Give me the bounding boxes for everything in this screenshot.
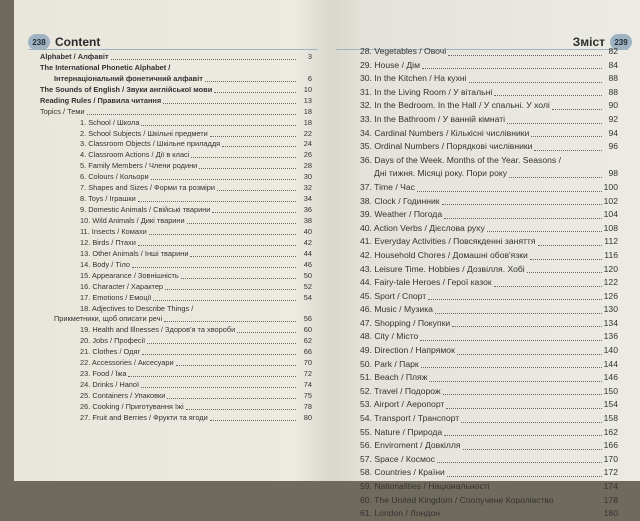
dot-leader <box>212 212 296 213</box>
toc-entry <box>40 380 312 391</box>
toc-entry <box>40 85 312 96</box>
toc-entry-title: 7. Shapes and Sizes / Форми та розміри <box>80 183 216 193</box>
toc-entry-page: 46 <box>303 259 312 269</box>
toc-entry-title: 21. Clothes / Одяг <box>80 347 141 357</box>
toc-entry <box>360 263 618 277</box>
toc-entry-title: Reading Rules / Правила читання <box>40 95 162 105</box>
toc-entry-title: 11. Insects / Комахи <box>80 226 147 236</box>
dot-leader <box>443 394 602 395</box>
toc-entry-title: 1. School / Школа <box>80 117 140 127</box>
dot-leader <box>429 381 601 382</box>
dot-leader <box>111 59 296 60</box>
toc-entry <box>360 59 618 73</box>
toc-entry-title: 5. Family Members / Члени родини <box>80 161 198 171</box>
dot-leader <box>149 234 296 235</box>
toc-entry <box>40 249 312 260</box>
toc-entry <box>40 402 312 413</box>
toc-entry-page: 100 <box>603 181 618 192</box>
toc-entry <box>360 208 618 222</box>
toc-entry-page: 80 <box>303 412 312 422</box>
toc-entry-title: Alphabet / Алфавіт <box>40 51 109 61</box>
dot-leader <box>142 354 296 355</box>
dot-leader <box>527 272 602 273</box>
toc-entry-page: 22 <box>303 128 312 138</box>
toc-entry <box>360 72 618 86</box>
toc-entry-page: 40 <box>303 226 312 236</box>
toc-entry-page: 172 <box>603 467 618 478</box>
toc-entry-page: 150 <box>603 385 618 396</box>
dot-leader <box>222 146 296 147</box>
toc-entry <box>360 276 618 290</box>
toc-entry-page: 120 <box>603 263 618 274</box>
toc-entry-title: 13. Other Animals / Інші тварини <box>80 248 189 258</box>
toc-entry <box>40 96 312 107</box>
dot-leader <box>463 449 602 450</box>
toc-entry <box>40 216 312 227</box>
toc-entry-page: 13 <box>303 95 312 105</box>
dot-leader <box>446 408 601 409</box>
toc-entry-title: 46. Music / Музика <box>360 304 433 315</box>
page-number: 238 <box>28 34 50 50</box>
toc-entry-page: 3 <box>307 51 312 61</box>
toc-entry-page: 74 <box>303 380 312 390</box>
toc-entry-title: Дні тижня. Місяці року. Пори року <box>374 168 508 179</box>
toc-entry <box>40 315 312 326</box>
dot-leader <box>534 150 602 151</box>
dot-leader <box>237 332 296 333</box>
toc-entry-title: 18. Adjectives to Describe Things / <box>80 303 194 313</box>
toc-entry-page: 50 <box>303 270 312 280</box>
dot-leader <box>153 300 296 301</box>
toc-entry-page: 180 <box>603 508 618 519</box>
toc-entry <box>360 358 618 372</box>
toc-entry-title: 29. House / Дім <box>360 59 420 70</box>
toc-entry-title: 24. Drinks / Напої <box>80 380 140 390</box>
toc-entry-title: 40. Action Verbs / Дієслова руху <box>360 222 485 233</box>
dot-leader <box>417 191 602 192</box>
toc-entry-title: 4. Classroom Actions / Дії в класі <box>80 150 190 160</box>
toc-entry-page: 146 <box>603 372 618 383</box>
toc-entry <box>360 385 618 399</box>
dot-leader <box>452 326 602 327</box>
toc-entry <box>360 344 618 358</box>
toc-entry-title: 6. Colours / Кольори <box>80 172 149 182</box>
toc-entry-title: The International Phonetic Alphabet / <box>40 62 171 72</box>
toc-entry-page: 90 <box>608 100 618 111</box>
toc-entry <box>360 195 618 209</box>
dot-leader <box>538 245 602 246</box>
toc-entry-title: 27. Fruit and Berries / Фрукти та ягоди <box>80 412 208 422</box>
dot-leader <box>457 354 602 355</box>
dot-leader <box>448 55 602 56</box>
toc-entry <box>360 466 618 480</box>
toc-entry-page: 174 <box>603 481 618 491</box>
toc-entry <box>360 154 618 168</box>
dot-leader <box>187 223 296 224</box>
dot-leader <box>138 245 296 246</box>
toc-list <box>40 52 312 424</box>
toc-entry <box>360 167 618 181</box>
toc-entry <box>360 330 618 344</box>
toc-entry-page: 84 <box>608 59 618 70</box>
toc-entry-title: 51. Beach / Пляж <box>360 372 428 383</box>
toc-entry-title: 32. In the Bedroom. In the Hall / У спальні. У холі <box>360 100 550 111</box>
dot-leader <box>421 367 602 368</box>
dot-leader <box>147 343 296 344</box>
toc-entry-title: 25. Containers / Упаковки <box>80 391 166 401</box>
toc-entry-page: 144 <box>603 358 618 369</box>
dot-leader <box>494 95 602 96</box>
toc-entry-page: 88 <box>608 73 618 84</box>
toc-entry-title: 15. Appearance / Зовнішність <box>80 270 179 280</box>
toc-entry-page: 134 <box>603 317 618 328</box>
toc-entry-page: 112 <box>604 236 618 247</box>
toc-entry <box>40 172 312 183</box>
toc-entry-page: 98 <box>608 168 618 179</box>
toc-entry-page: 18 <box>303 106 312 116</box>
dot-leader <box>163 103 296 104</box>
dot-leader <box>138 201 296 202</box>
toc-entry-page: 28 <box>303 161 312 171</box>
dot-leader <box>128 376 296 377</box>
toc-entry-page: 24 <box>303 139 312 149</box>
toc-entry-title: 23. Food / Їжа <box>80 369 127 379</box>
toc-entry <box>40 183 312 194</box>
toc-entry-title: 41. Everyday Activities / Повсякденні заняття <box>360 236 536 247</box>
toc-entry-page: 102 <box>603 195 618 206</box>
dot-leader <box>507 123 602 124</box>
toc-entry-page: 6 <box>307 73 312 83</box>
toc-entry <box>40 238 312 249</box>
toc-entry <box>40 194 312 205</box>
dot-leader <box>492 490 602 491</box>
toc-entry-page: 154 <box>603 399 618 410</box>
toc-entry-title: 58. Countries / Країни <box>360 467 445 478</box>
dot-leader <box>210 136 296 137</box>
toc-entry-title: 42. Household Chores / Домашні обов'язки <box>360 249 528 260</box>
toc-entry <box>40 413 312 424</box>
dot-leader <box>437 462 602 463</box>
toc-entry <box>360 507 618 521</box>
toc-entry-page: 52 <box>303 281 312 291</box>
toc-entry-title: 28. Vegetables / Овочі <box>360 46 447 56</box>
toc-entry-title: 17. Emotions / Емоції <box>80 292 152 302</box>
dot-leader <box>217 190 296 191</box>
toc-entry-title: 16. Character / Характер <box>80 281 164 291</box>
dot-leader <box>151 179 296 180</box>
toc-entry-page: 18 <box>303 117 312 127</box>
toc-entry <box>360 181 618 195</box>
dot-leader <box>469 82 602 83</box>
toc-entry-page: 162 <box>603 426 618 437</box>
toc-entry-title: 47. Shopping / Покупки <box>360 317 451 328</box>
toc-entry <box>40 107 312 118</box>
toc-entry-title: 59. Nationalities / Національності <box>360 481 490 491</box>
toc-entry <box>360 412 618 426</box>
toc-entry <box>360 371 618 385</box>
toc-entry-title: 30. In the Kitchen / На кухні <box>360 73 467 84</box>
toc-entry-title: 37. Time / Час <box>360 181 415 192</box>
left-page-header <box>28 34 105 50</box>
toc-entry <box>360 45 618 59</box>
toc-entry-page: 136 <box>603 331 618 342</box>
toc-entry <box>40 260 312 271</box>
dot-leader <box>190 256 296 257</box>
toc-entry <box>40 205 312 216</box>
toc-entry-page: 30 <box>303 172 312 182</box>
toc-entry-page: 34 <box>303 194 312 204</box>
dot-leader <box>461 422 602 423</box>
toc-entry <box>40 63 312 74</box>
page-number: 239 <box>610 34 632 50</box>
toc-entry-title: 49. Direction / Напрямок <box>360 345 455 356</box>
toc-entry-title: 19. Health and Illnesses / Здоров'я та хвороби <box>80 325 236 335</box>
toc-entry-title: 53. Airport / Аеропорт <box>360 399 445 410</box>
dot-leader <box>442 204 602 205</box>
dot-leader <box>447 476 602 477</box>
toc-entry <box>360 290 618 304</box>
toc-entry-title: 61. London / Лондон <box>360 508 440 519</box>
toc-entry-title: Topics / Теми <box>40 106 85 116</box>
toc-entry-title: 20. Jobs / Професії <box>80 336 146 346</box>
dot-leader <box>186 409 296 410</box>
dot-leader <box>428 299 601 300</box>
toc-entry-title: 45. Sport / Спорт <box>360 290 427 301</box>
toc-entry-title: 35. Ordinal Numbers / Порядкові числівники <box>360 141 533 152</box>
dot-leader <box>141 387 296 388</box>
toc-entry <box>40 358 312 369</box>
toc-entry <box>40 304 312 315</box>
toc-entry-page: 104 <box>603 209 618 220</box>
toc-entry <box>360 86 618 100</box>
dot-leader <box>87 114 296 115</box>
toc-entry-page: 66 <box>303 347 312 357</box>
toc-entry <box>40 369 312 380</box>
toc-entry-title: 31. In the Living Room / У вітальні <box>360 86 493 97</box>
toc-entry <box>40 129 312 140</box>
dot-leader <box>530 259 602 260</box>
toc-entry <box>40 118 312 129</box>
dot-leader <box>164 321 296 322</box>
toc-entry <box>360 494 618 508</box>
toc-entry-title: 57. Space / Космос <box>360 453 435 464</box>
toc-entry-page: 170 <box>603 453 618 464</box>
toc-entry-title: 54. Transport / Транспорт <box>360 413 460 424</box>
toc-entry <box>40 336 312 347</box>
toc-entry <box>360 99 618 113</box>
toc-entry <box>40 347 312 358</box>
page-title: Зміст <box>572 35 605 49</box>
toc-entry-page: 140 <box>603 345 618 356</box>
toc-entry-title: 22. Accessories / Аксесуари <box>80 358 174 368</box>
header-rule <box>28 49 318 50</box>
toc-entry-title: 26. Cooking / Приготування їжі <box>80 401 184 411</box>
right-page <box>332 0 632 519</box>
dot-leader <box>556 503 602 504</box>
toc-entry <box>40 293 312 304</box>
dot-leader <box>165 289 296 290</box>
book-spread <box>14 0 640 519</box>
toc-entry-title: 44. Fairy-tale Heroes / Герої казок <box>360 277 492 288</box>
dot-leader <box>199 168 296 169</box>
toc-entry-title: 48. City / Місто <box>360 331 419 342</box>
dot-leader <box>214 92 296 93</box>
toc-entry <box>360 249 618 263</box>
toc-entry-page: 88 <box>608 86 618 97</box>
dot-leader <box>444 218 602 219</box>
dot-leader <box>191 157 296 158</box>
toc-entry-page: 70 <box>303 358 312 368</box>
toc-entry-title: 2. School Subjects / Шкільні предмети <box>80 128 208 138</box>
dot-leader <box>442 517 602 518</box>
toc-entry-title: 9. Domestic Animals / Свійські тварини <box>80 205 211 215</box>
toc-entry-page: 44 <box>303 248 312 258</box>
toc-entry-page: 108 <box>603 222 618 233</box>
toc-entry <box>360 439 618 453</box>
dot-leader <box>176 365 296 366</box>
toc-entry-title: 60. The United Kingdom / Сполучене Королівство <box>360 494 554 505</box>
toc-entry-title: 10. Wild Animals / Дикі тварини <box>80 216 185 226</box>
toc-entry-page: 36 <box>303 205 312 215</box>
toc-entry-page: 60 <box>303 325 312 335</box>
toc-entry-page: 78 <box>303 401 312 411</box>
toc-entry-title: 33. In the Bathroom / У ванній кімнаті <box>360 113 506 124</box>
toc-entry-page: 10 <box>303 84 312 94</box>
toc-entry-page: 75 <box>303 391 312 401</box>
toc-entry-page: 56 <box>303 314 312 324</box>
toc-entry <box>360 235 618 249</box>
dot-leader <box>444 435 601 436</box>
toc-entry <box>40 140 312 151</box>
toc-entry-page: 158 <box>603 413 618 424</box>
dot-leader <box>531 136 602 137</box>
toc-entry <box>360 398 618 412</box>
dot-leader <box>167 398 296 399</box>
toc-entry-page: 126 <box>603 290 618 301</box>
toc-entry <box>40 227 312 238</box>
toc-entry-title: 3. Classroom Objects / Шкільне приладдя <box>80 139 221 149</box>
toc-entry <box>360 140 618 154</box>
toc-entry <box>40 150 312 161</box>
toc-entry-page: 82 <box>608 46 618 56</box>
dot-leader <box>210 420 296 421</box>
toc-entry-page: 94 <box>608 127 618 138</box>
toc-entry-page: 26 <box>303 150 312 160</box>
left-page <box>22 0 322 481</box>
dot-leader <box>494 286 602 287</box>
toc-entry-title: 14. Body / Тіло <box>80 259 130 269</box>
dot-leader <box>552 109 602 110</box>
page-title: Content <box>55 35 101 49</box>
toc-list <box>360 45 618 521</box>
toc-entry <box>360 426 618 440</box>
dot-leader <box>422 68 602 69</box>
toc-entry <box>360 127 618 141</box>
toc-entry-title: 38. Clock / Годинник <box>360 195 440 206</box>
dot-leader <box>141 125 296 126</box>
toc-entry-page: 130 <box>603 304 618 315</box>
dot-leader <box>420 340 601 341</box>
toc-entry <box>360 317 618 331</box>
toc-entry-title: 12. Birds / Птахи <box>80 237 136 247</box>
toc-entry-title: 50. Park / Парк <box>360 358 419 369</box>
toc-entry-page: 92 <box>608 113 618 124</box>
toc-entry-title: 39. Weather / Погода <box>360 209 443 220</box>
toc-entry-title: 43. Leisure Time. Hobbies / Дозвілля. Хобі <box>360 263 525 274</box>
toc-entry-page: 96 <box>608 141 618 152</box>
toc-entry-page: 116 <box>604 249 618 260</box>
toc-entry-page: 42 <box>303 237 312 247</box>
toc-entry <box>360 480 618 494</box>
dot-leader <box>435 313 602 314</box>
toc-entry-page: 54 <box>303 292 312 302</box>
dot-leader <box>181 278 296 279</box>
toc-entry-page: 166 <box>603 440 618 451</box>
toc-entry <box>40 282 312 293</box>
toc-entry-page: 62 <box>303 336 312 346</box>
toc-entry <box>360 222 618 236</box>
toc-entry-title: Інтернаціональний фонетичний алфавіт <box>54 73 203 83</box>
dot-leader <box>132 267 296 268</box>
toc-entry-title: 55. Nature / Природа <box>360 426 443 437</box>
toc-entry-page: 178 <box>603 494 618 505</box>
toc-entry <box>40 391 312 402</box>
toc-entry-title: The Sounds of English / Звуки англійської мови <box>40 84 213 94</box>
toc-entry <box>40 52 312 63</box>
toc-entry <box>360 303 618 317</box>
toc-entry-page: 38 <box>303 216 312 226</box>
dot-leader <box>487 231 602 232</box>
toc-entry-title: 8. Toys / Іграшки <box>80 194 136 204</box>
toc-entry-title: Прикметники, щоб описати речі <box>54 314 163 324</box>
toc-entry <box>40 161 312 172</box>
toc-entry <box>360 453 618 467</box>
toc-entry-page: 72 <box>303 369 312 379</box>
toc-entry <box>40 271 312 282</box>
toc-entry-title: 36. Days of the Week. Months of the Year. Seasons / <box>360 154 561 165</box>
toc-entry-title: 56. Enviroment / Довкілля <box>360 440 461 451</box>
toc-entry-page: 32 <box>303 183 312 193</box>
toc-entry <box>360 113 618 127</box>
dot-leader <box>509 177 602 178</box>
toc-entry <box>40 325 312 336</box>
toc-entry-title: 34. Cardinal Numbers / Кількісні числівники <box>360 127 530 138</box>
dot-leader <box>205 81 296 82</box>
toc-entry-page: 122 <box>603 277 618 288</box>
toc-entry-title: 52. Travel / Подорож <box>360 385 441 396</box>
toc-entry <box>40 74 312 85</box>
